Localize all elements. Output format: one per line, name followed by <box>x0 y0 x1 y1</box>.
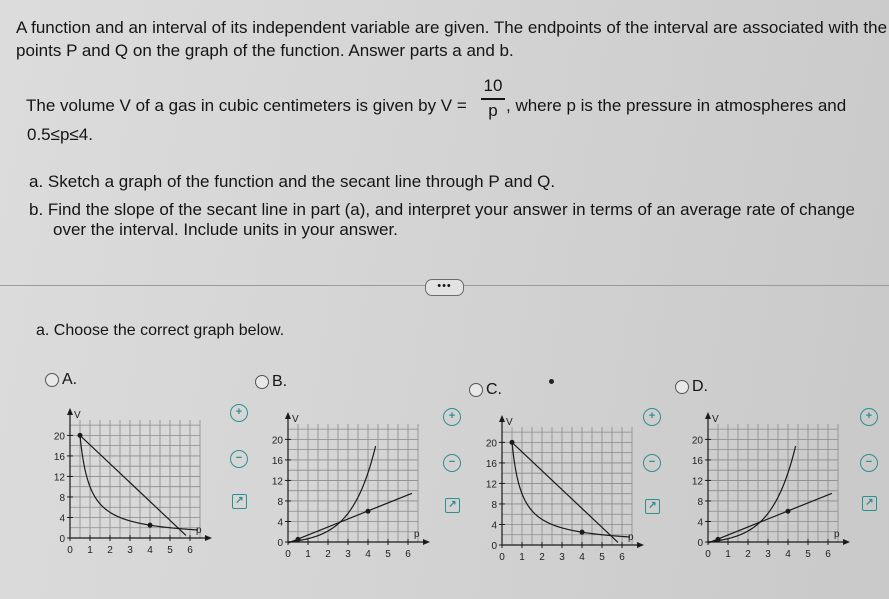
x-tick-label: 5 <box>167 545 173 556</box>
cursor-dot <box>549 379 554 384</box>
x-tick-label: 3 <box>559 552 565 563</box>
x-axis-arrow <box>423 539 430 545</box>
y-tick-label: 0 <box>491 541 497 552</box>
part-a-text: a. Sketch a graph of the function and the secant line through P and Q. <box>29 172 556 191</box>
x-tick-label: 1 <box>725 549 731 560</box>
y-tick-label: 16 <box>271 455 283 467</box>
x-tick-label: 4 <box>147 545 153 556</box>
option-d-graph <box>678 402 858 584</box>
option-a-radio[interactable] <box>45 373 59 387</box>
x-tick-label: 5 <box>805 549 811 560</box>
more-options-button[interactable]: ••• <box>425 279 464 296</box>
y-tick-label: 0 <box>59 534 65 545</box>
y-tick-label: 12 <box>53 472 65 484</box>
y-tick-label: 8 <box>277 496 283 508</box>
x-tick-label: 4 <box>579 552 585 563</box>
y-axis-arrow <box>499 415 505 422</box>
x-tick-label: 0 <box>705 549 711 560</box>
function-curve <box>288 446 376 542</box>
x-tick-label: 4 <box>785 549 791 560</box>
x-tick-label: 2 <box>539 552 545 563</box>
y-axis-arrow <box>67 408 73 415</box>
y-tick-label: 16 <box>691 455 703 467</box>
y-tick-label: 0 <box>697 538 703 549</box>
point-q <box>148 523 153 528</box>
problem-suffix: , where p is the pressure in atmospheres and <box>506 96 847 115</box>
point-q <box>580 530 585 535</box>
y-axis-arrow <box>285 412 291 419</box>
y-tick-label: 12 <box>691 476 703 488</box>
x-axis-label: p <box>628 532 634 543</box>
intro-text: A function and an interval of its independent variable are given. The endpoints of the interval are associated with the points P and Q on the graph of the function. Answer parts a and b. <box>16 18 888 60</box>
option-b-label[interactable]: B. <box>272 373 288 390</box>
zoom-out-icon[interactable]: − <box>443 454 461 472</box>
option-d-label[interactable]: D. <box>692 378 708 395</box>
y-tick-label: 16 <box>485 458 497 470</box>
x-tick-label: 6 <box>187 545 193 556</box>
option-b-radio[interactable] <box>255 375 269 389</box>
y-tick-label: 8 <box>697 496 703 508</box>
zoom-in-icon[interactable]: + <box>643 408 661 426</box>
x-axis-arrow <box>637 542 644 548</box>
point-q <box>366 509 371 514</box>
x-axis-arrow <box>205 535 212 541</box>
option-c-graph <box>472 405 662 587</box>
fraction-bar <box>481 98 505 100</box>
x-tick-label: 2 <box>325 549 331 560</box>
point-p <box>716 537 721 542</box>
y-axis-label: V <box>506 417 513 428</box>
x-tick-label: 1 <box>305 549 311 560</box>
x-tick-label: 3 <box>127 545 133 556</box>
y-tick-label: 8 <box>491 499 497 511</box>
x-axis-label: p <box>834 529 840 540</box>
x-axis-label: p <box>414 529 420 540</box>
open-external-icon[interactable]: ↗ <box>445 498 460 513</box>
point-q <box>786 509 791 514</box>
y-tick-label: 12 <box>271 476 283 488</box>
y-tick-label: 4 <box>491 520 497 532</box>
y-tick-label: 20 <box>485 438 497 450</box>
x-tick-label: 6 <box>825 549 831 560</box>
y-axis-label: V <box>712 414 719 425</box>
part-b-text-line2: over the interval. Include units in your answer. <box>53 220 398 239</box>
fraction-denominator: p <box>488 100 498 120</box>
y-tick-label: 0 <box>277 538 283 549</box>
zoom-in-icon[interactable]: + <box>443 408 461 426</box>
x-tick-label: 1 <box>87 545 93 556</box>
y-tick-label: 4 <box>697 517 703 529</box>
x-tick-label: 1 <box>519 552 525 563</box>
problem-prefix: The volume V of a gas in cubic centimeters is given by V = <box>26 96 467 115</box>
question-text: a. Choose the correct graph below. <box>36 322 285 339</box>
x-tick-label: 6 <box>619 552 625 563</box>
x-tick-label: 2 <box>107 545 113 556</box>
x-tick-label: 0 <box>499 552 505 563</box>
y-axis-arrow <box>705 412 711 419</box>
point-p <box>296 537 301 542</box>
open-external-icon[interactable]: ↗ <box>645 499 660 514</box>
zoom-in-icon[interactable]: + <box>860 408 878 426</box>
y-tick-label: 20 <box>691 435 703 447</box>
x-tick-label: 0 <box>67 545 73 556</box>
open-external-icon[interactable]: ↗ <box>232 494 247 509</box>
y-tick-label: 12 <box>485 479 497 491</box>
option-a-graph <box>40 398 230 580</box>
y-tick-label: 4 <box>59 513 65 525</box>
zoom-out-icon[interactable]: − <box>230 450 248 468</box>
x-axis-label: p <box>196 525 202 536</box>
y-tick-label: 16 <box>53 451 65 463</box>
y-axis-label: V <box>292 414 299 425</box>
option-c-label[interactable]: C. <box>486 381 502 398</box>
x-tick-label: 5 <box>385 549 391 560</box>
open-external-icon[interactable]: ↗ <box>862 496 877 511</box>
y-axis-label: V <box>74 410 81 421</box>
option-c-radio[interactable] <box>469 383 483 397</box>
option-b-graph <box>258 402 448 584</box>
x-axis-arrow <box>843 539 850 545</box>
x-tick-label: 6 <box>405 549 411 560</box>
y-tick-label: 8 <box>59 492 65 504</box>
y-tick-label: 4 <box>277 517 283 529</box>
point-p <box>78 433 83 438</box>
fraction-numerator: 10 <box>483 76 503 95</box>
zoom-out-icon[interactable]: − <box>860 454 878 472</box>
zoom-in-icon[interactable]: + <box>230 404 248 422</box>
x-tick-label: 5 <box>599 552 605 563</box>
volume-fraction <box>481 76 505 121</box>
y-tick-label: 20 <box>53 431 65 443</box>
x-tick-label: 0 <box>285 549 291 560</box>
function-curve <box>708 446 796 542</box>
point-p <box>510 440 515 445</box>
option-d-radio[interactable] <box>675 380 689 394</box>
option-a-label[interactable]: A. <box>62 371 78 388</box>
zoom-out-icon[interactable]: − <box>643 454 661 472</box>
part-b-text-line1: b. Find the slope of the secant line in part (a), and interpret your answer in terms of an average rate of change <box>29 200 855 219</box>
x-tick-label: 3 <box>345 549 351 560</box>
y-tick-label: 20 <box>271 435 283 447</box>
x-tick-label: 3 <box>765 549 771 560</box>
x-tick-label: 4 <box>365 549 371 560</box>
x-tick-label: 2 <box>745 549 751 560</box>
problem-interval: 0.5≤p≤4. <box>27 125 93 144</box>
